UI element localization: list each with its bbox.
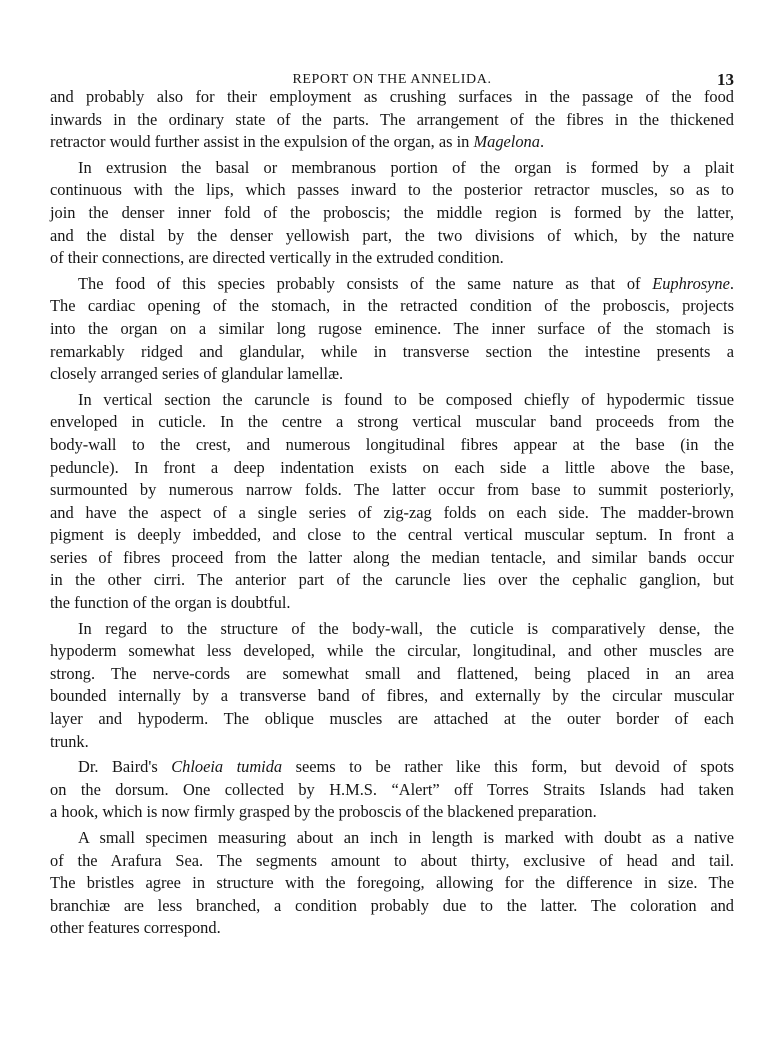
text-line: layer and hypoderm. The oblique muscles are attached at the outer border of each xyxy=(50,709,734,729)
text-line xyxy=(50,273,734,296)
text-line: enveloped in cuticle. In the centre a strong vertical muscular band proceeds from the xyxy=(50,412,734,432)
running-title: REPORT ON THE ANNELIDA. xyxy=(292,72,492,87)
text-line: trunk. xyxy=(50,731,89,751)
text-line: closely arranged series of glandular lamellæ. xyxy=(50,364,344,384)
text-line: In regard to the structure of the body-wall, the cuticle is comparatively dense, the xyxy=(78,618,734,638)
paragraph xyxy=(50,157,734,270)
text-line: peduncle). In front a deep indentation exists on each side a little above the base, xyxy=(50,457,734,477)
page-body xyxy=(50,86,734,943)
text-line: of the Arafura Sea. The segments amount to about thirty, exclusive of head and tail. xyxy=(50,850,734,870)
text-line: branchiæ are less branched, a condition probably due to the latter. The coloration and xyxy=(50,895,734,915)
text-line: continuous with the lips, which passes inward to the posterior retractor muscles, so as to xyxy=(50,180,734,200)
text-line: bounded internally by a transverse band of fibres, and externally by the circular muscular xyxy=(50,686,734,706)
paragraph xyxy=(50,273,734,386)
paragraph xyxy=(50,618,734,754)
text-segment: seems to be rather like this form, but devoid of spots xyxy=(282,757,735,777)
text-line: body-wall to the crest, and numerous longitudinal fibres appear at the base (in the xyxy=(50,434,734,454)
text-line: surmounted by numerous narrow folds. The latter occur from base to summit posteriorly, xyxy=(50,480,734,500)
paragraph xyxy=(50,756,734,824)
text-line: strong. The nerve-cords are somewhat small and flattened, being placed in an area xyxy=(50,663,734,683)
text-line: series of fibres proceed from the latter along the median tentacle, and similar bands occur xyxy=(50,547,734,567)
text-line: inwards in the ordinary state of the parts. The arrangement of the fibres in the thickened xyxy=(50,109,734,129)
text-line: The bristles agree in structure with the foregoing, allowing for the difference in size. The xyxy=(50,873,734,893)
text-line: remarkably ridged and glandular, while in transverse section the intestine presents a xyxy=(50,341,734,361)
text-line: of their connections, are directed vertically in the extruded condition. xyxy=(50,248,504,268)
paragraph xyxy=(50,827,734,940)
text-segment: . xyxy=(539,132,545,152)
text-line xyxy=(50,756,734,779)
text-line: into the organ on a similar long rugose eminence. The inner surface of the stomach is xyxy=(50,318,734,338)
text-segment: retractor would further assist in the expulsion of the organ, as in xyxy=(50,132,474,152)
text-line: hypoderm somewhat less developed, while the circular, longitudinal, and other muscles are xyxy=(50,641,734,661)
paragraph xyxy=(50,389,734,615)
page-number: 13 xyxy=(717,70,734,89)
text-line: pigment is deeply imbedded, and close to the central vertical muscular septum. In front a xyxy=(50,525,734,545)
text-line: A small specimen measuring about an inch in length is marked with doubt as a native xyxy=(78,828,734,847)
text-line: and probably also for their employment as crushing surfaces in the passage of the food xyxy=(50,87,734,106)
text-line: a hook, which is now firmly grasped by the proboscis of the blackened preparation. xyxy=(50,802,597,822)
text-line: the function of the organ is doubtful. xyxy=(50,593,291,613)
italic-taxon-name: Magelona xyxy=(473,132,540,152)
text-line: In extrusion the basal or membranous portion of the organ is formed by a plait xyxy=(78,157,734,177)
text-segment: The food of this species probably consists of the same nature as that of xyxy=(78,273,653,293)
italic-taxon-name: Euphrosyne xyxy=(652,273,730,293)
italic-taxon-name: Chloeia tumida xyxy=(171,757,283,777)
text-segment: . xyxy=(729,273,734,293)
text-line: other features correspond. xyxy=(50,918,221,938)
text-line: in the other cirri. The anterior part of the caruncle lies over the cephalic ganglion, but xyxy=(50,570,734,590)
text-line: The cardiac opening of the stomach, in the retracted condition of the proboscis, projects xyxy=(50,296,734,316)
text-line: join the denser inner fold of the proboscis; the middle region is formed by the latter, xyxy=(50,202,734,222)
text-line: In vertical section the caruncle is found to be composed chiefly of hypodermic tissue xyxy=(78,389,734,409)
text-line: on the dorsum. One collected by H.M.S. “Alert” off Torres Straits Islands had taken xyxy=(50,779,734,799)
text-line: and the distal by the denser yellowish part, the two divisions of which, by the nature xyxy=(50,225,734,245)
text-line xyxy=(50,131,734,154)
text-segment: Dr. Baird's xyxy=(78,757,172,777)
paragraph xyxy=(50,86,734,154)
text-line: and have the aspect of a single series of zig-zag folds on each side. The madder-brown xyxy=(50,502,734,522)
